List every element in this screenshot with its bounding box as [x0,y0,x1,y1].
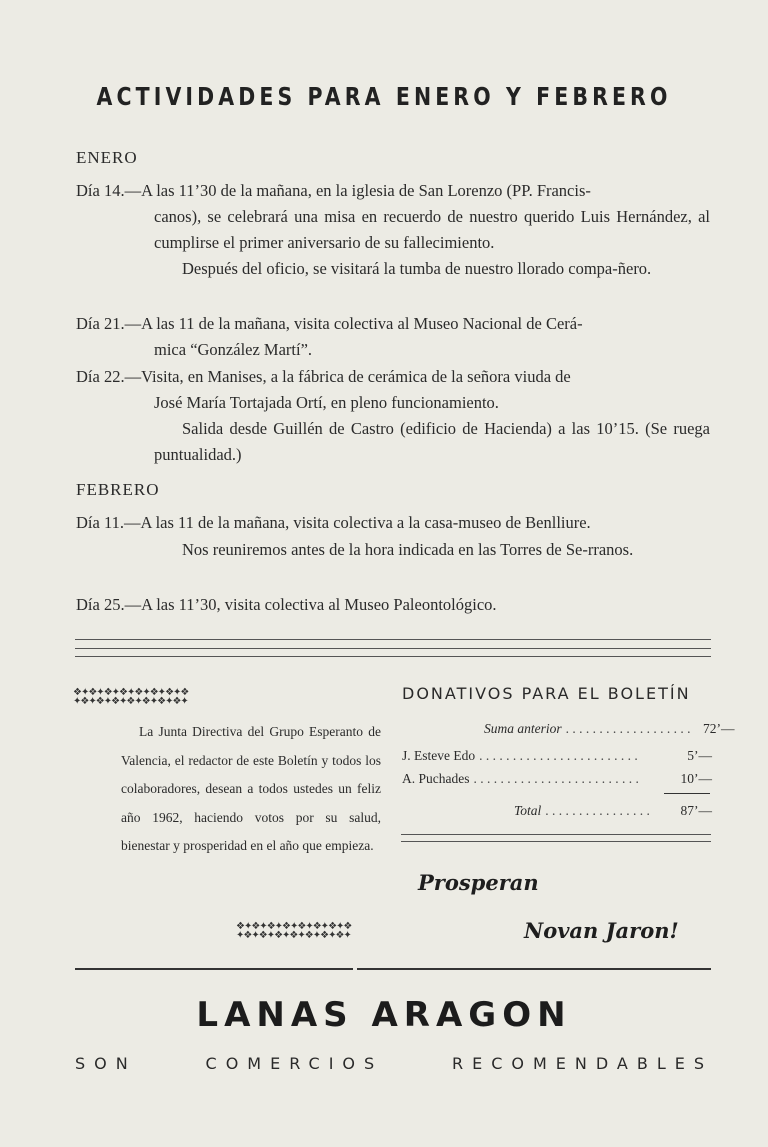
divider-line [357,968,711,970]
slogan-word: RECOMENDABLES [451,1054,713,1073]
activity-entry-jan-14 [76,178,710,256]
activity-entry-jan-22 [76,364,710,416]
entry-note: Nos reuniremos antes de la hora indicada en las Torres de Se-rranos. [182,540,634,559]
donation-amount: 5’— [687,748,712,763]
esperanto-greeting-line2: Novan Jaron! [524,918,679,943]
divider-line [401,834,711,835]
decorative-ornament: ❖✦❖✦❖✦❖✦❖✦❖✦❖✦❖ ✦❖✦❖✦❖✦❖✦❖✦❖✦❖✦ [73,687,189,707]
entry-continuation: mica “González Martí”. [154,340,313,359]
donation-total-row [402,803,712,819]
entry-first-line: Día 14.—A las 11’30 de la mañana, en la iglesia de San Lorenzo (PP. Francis- [76,181,591,200]
sum-underline [664,793,710,794]
donation-label: Suma anterior [484,721,562,736]
donation-amount: 72’— [703,721,735,736]
divider-line [75,639,711,640]
entry-first-line: Día 22.—Visita, en Manises, a la fábrica de cerámica de la señora viuda de [76,367,571,386]
esperanto-greeting-line1: Prosperan [418,870,539,895]
decorative-ornament: ❖✦❖✦❖✦❖✦❖✦❖✦❖✦❖ ✦❖✦❖✦❖✦❖✦❖✦❖✦❖✦ [236,921,352,941]
entry-note: Salida desde Guillén de Castro (edificio de Hacienda) a las 10’15. (Se ruega puntualidad.) [154,419,710,464]
dot-leader: . . . . . . . . . . . . . . . . [545,803,650,818]
donation-row [402,748,712,764]
divider-line [75,648,711,649]
donation-label: Total [514,803,542,818]
activity-entry-jan-21 [76,311,710,363]
donations-title: DONATIVOS PARA EL BOLETÍN [402,684,691,703]
entry-continuation: canos), se celebrará una misa en recuerdo de nuestro querido Luis Hernández, al cumplirse el primer aniversario de su fallecimiento. [154,207,710,252]
slogan-word: COMERCIOS [205,1054,384,1073]
donation-label: J. Esteve Edo [402,748,476,763]
divider-line [75,968,353,970]
slogan-word: SON [75,1054,137,1073]
divider-line [401,841,711,842]
dot-leader: . . . . . . . . . . . . . . . . . . . . . . . . . [473,771,639,786]
dot-leader: . . . . . . . . . . . . . . . . . . . . . . . . [479,748,638,763]
advertiser-brand: LANAS ARAGON [196,995,572,1035]
activity-entry-feb-25: Día 25.—A las 11’30, visita colectiva al Museo Paleontológico. [76,595,497,614]
dot-leader: . . . . . . . . . . . . . . . . . . . [565,721,691,736]
entry-note: Después del oficio, se visitará la tumba de nuestro llorado compa-ñero. [182,259,652,278]
divider-line [75,656,711,657]
activity-entry-feb-11: Día 11.—A las 11 de la mañana, visita colectiva a la casa-museo de Benlliure. [76,513,591,532]
month-heading-febrero: FEBRERO [76,480,160,499]
donation-amount: 10’— [680,771,712,786]
donation-label: A. Puchades [402,771,470,786]
entry-first-line: Día 21.—A las 11 de la mañana, visita colectiva al Museo Nacional de Cerá- [76,314,583,333]
entry-continuation: José María Tortajada Ortí, en pleno funcionamiento. [154,393,499,412]
new-year-greeting: La Junta Directiva del Grupo Esperanto de Valencia, el redactor de este Boletín y todos los colaboradores, desean a todos ustedes un feliz año 1962, haciendo votos por su salud, bienestar y prosperidad en el año que empieza. [121,724,381,853]
page-title: ACTIVIDADES PARA ENERO Y FEBRERO [96,82,672,111]
donation-amount: 87’— [680,803,712,818]
donation-row [402,721,735,737]
advertiser-slogan [75,1054,713,1073]
donation-row [402,771,712,787]
month-heading-enero: ENERO [76,148,138,167]
